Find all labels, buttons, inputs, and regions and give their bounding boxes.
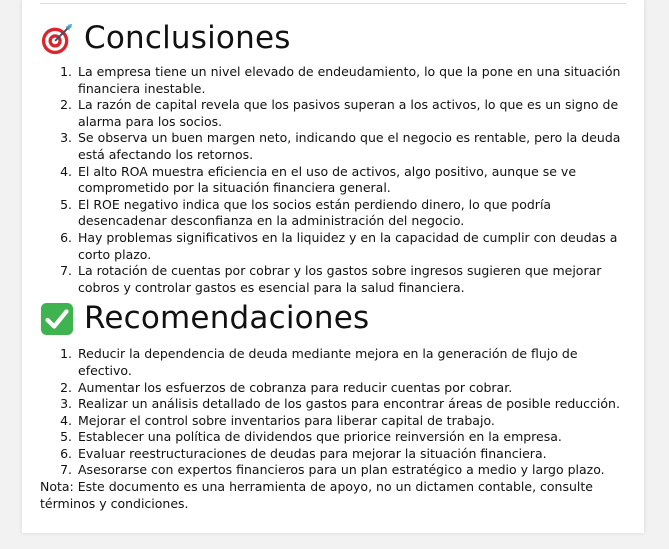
list-item: 7. La rotación de cuentas por cobrar y los gastos sobre ingresos sugieren que mejorar cobros y controlar gastos es esencial para la salud financiera.	[76, 263, 630, 296]
list-item: 2. La razón de capital revela que los pasivos superan a los activos, lo que es un signo de alarma para los socios.	[76, 97, 630, 130]
document-page	[22, 0, 644, 533]
conclusions-title: Conclusiones	[84, 20, 291, 56]
list-item: 1. La empresa tiene un nivel elevado de endeudamiento, lo que la pone en una situación financiera inestable.	[76, 64, 630, 97]
list-item: 1. Reducir la dependencia de deuda mediante mejora en la generación de flujo de efectivo.	[76, 346, 630, 379]
conclusions-list	[40, 64, 630, 296]
recommendations-title: Recomendaciones	[84, 300, 370, 337]
list-item: 2. Aumentar los esfuerzos de cobranza para reducir cuentas por cobrar.	[76, 380, 630, 397]
target-dart-icon	[40, 22, 74, 56]
recommendations-section	[40, 298, 630, 512]
list-item: 4. El alto ROA muestra eficiencia en el uso de activos, algo positivo, aunque se ve comprometido por la situación financiera general.	[76, 164, 630, 197]
list-item: 6. Hay problemas significativos en la liquidez y en la capacidad de cumplir con deudas a corto plazo.	[76, 230, 630, 263]
list-item: 7. Asesorarse con expertos financieros para un plan estratégico a medio y largo plazo.	[76, 462, 630, 479]
list-item: 5. Establecer una política de dividendos que priorice reinversión en la empresa.	[76, 429, 630, 446]
conclusions-section	[40, 18, 630, 296]
recommendations-heading	[40, 298, 630, 338]
check-mark-icon	[40, 302, 74, 336]
document-content	[40, 18, 630, 512]
list-item: 3. Realizar un análisis detallado de los gastos para encontrar áreas de posible reducción.	[76, 396, 630, 413]
list-item: 3. Se observa un buen margen neto, indicando que el negocio es rentable, pero la deuda está afectando los retornos.	[76, 130, 630, 163]
list-item: 5. El ROE negativo indica que los socios están perdiendo dinero, lo que podría desencadenar desconfianza en la administración del negocio.	[76, 197, 630, 230]
conclusions-heading	[40, 18, 630, 58]
recommendations-list	[40, 346, 630, 479]
list-item: 6. Evaluar reestructuraciones de deudas para mejorar la situación financiera.	[76, 446, 630, 463]
list-item: 4. Mejorar el control sobre inventarios para liberar capital de trabajo.	[76, 413, 630, 430]
disclaimer-note: Nota: Este documento es una herramienta de apoyo, no un dictamen contable, consulte términos y condiciones.	[40, 479, 593, 511]
top-divider	[40, 3, 626, 4]
